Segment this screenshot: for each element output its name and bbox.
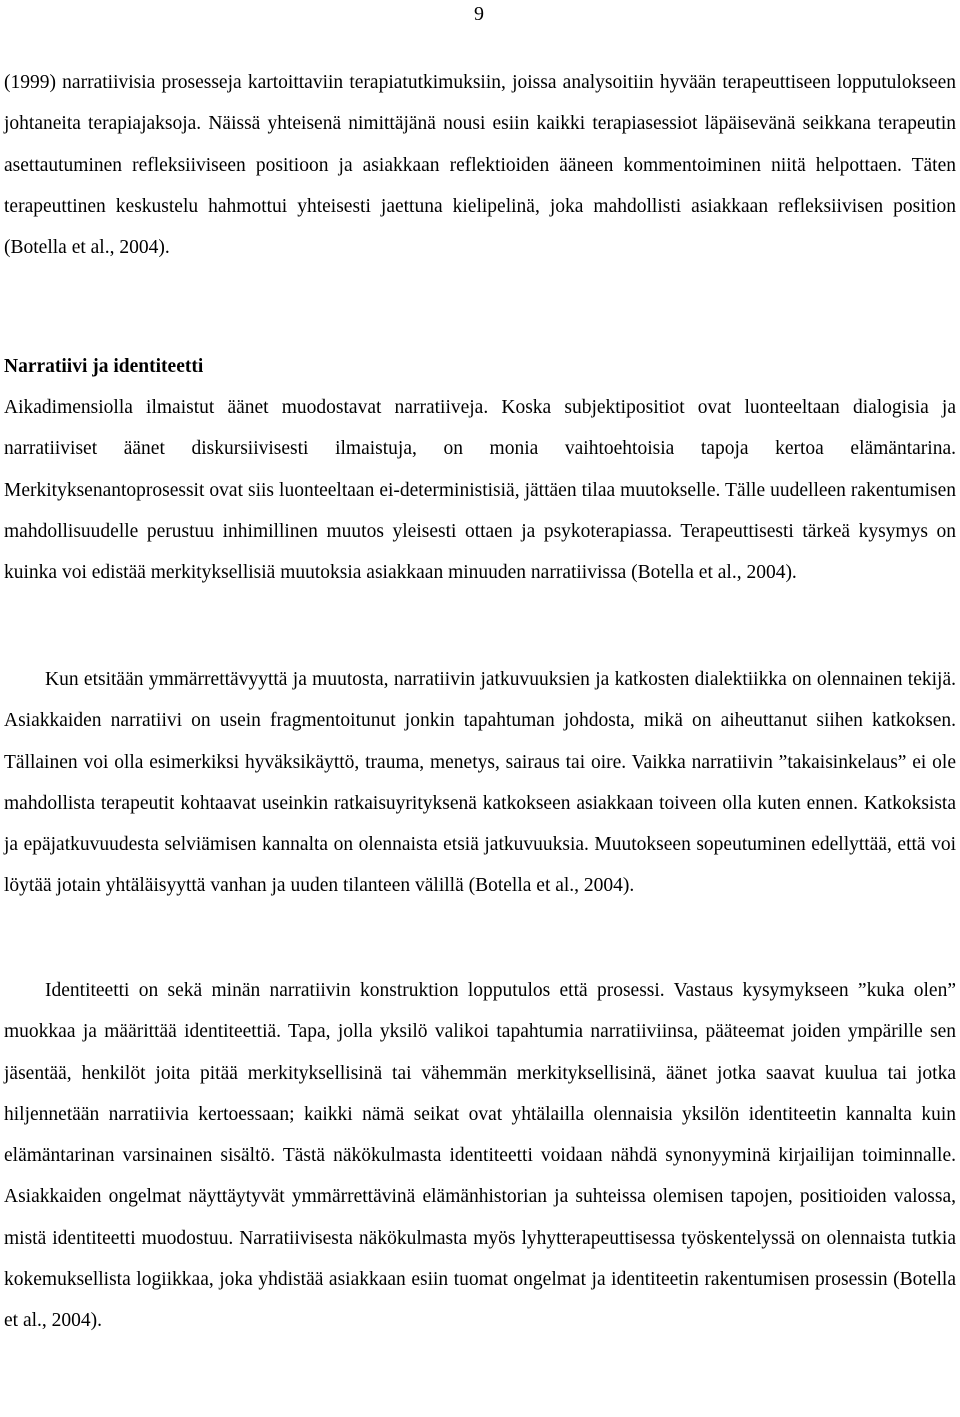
page-number: 9: [474, 3, 484, 25]
section-heading: Narratiivi ja identiteetti: [4, 356, 204, 377]
paragraph-intro: (1999) narratiivisia prosesseja kartoittaviin terapiatutkimuksiin, joissa analysoitiin hyvään terapeuttiseen lopputulokseen johtaneita terapiajaksoja. Näissä yhteisenä nimittäjänä nousi esiin kaikki terapiasessiot läpäisevänä seikkana terapeutin asettautuminen refleksiiviseen positioon ja asiakkaan reflektioiden ääneen kommentoiminen niitä helpottaen. Täten terapeuttinen keskustelu hahmottui yhteisesti jaettuna kielipelinä, joka mahdollisti asiakkaan refleksiivisen position (Botella et al., 2004).: [4, 72, 956, 259]
paragraph-voices: Aikadimensiolla ilmaistut äänet muodostavat narratiiveja. Koska subjektipositiot ovat luonteeltaan dialogisia ja narratiiviset äänet diskursiivisesti ilmaistuja, on monia vaihtoehtoisia tapoja kertoa elämäntarina. Merkityksenantoprosessit ovat siis luonteeltaan ei-deterministisiä, jättäen tilaa muutokselle. Tälle uudelleen rakentumisen mahdollisuudelle perustuu inhimillinen muutos yleisesti ottaen ja psykoterapiassa. Terapeuttisesti tärkeä kysymys on kuinka voi edistää merkityksellisiä muutoksia asiakkaan minuuden narratiivissa (Botella et al., 2004).: [4, 397, 956, 584]
paragraph-identity: Identiteetti on sekä minän narratiivin konstruktion lopputulos että prosessi. Vastaus kysymykseen ”kuka olen” muokkaa ja määrittää identiteettiä. Tapa, jolla yksilö valikoi tapahtumia narratiiviinsa, pääteemat joiden ympärille sen jäsentää, henkilöt joita pitää merkityksellisinä tai vähemmän merkityksellisinä, äänet jotka saavat kuulua tai jotka hiljennetään narratiivia kertoessaan; kaikki nämä seikat ovat yhtälailla olennaisia yksilön identiteetin kannalta kuin elämäntarinan varsinainen sisältö. Tästä näkökulmasta identiteetti voidaan nähdä synonyyminä kirjailijan toiminnalle. Asiakkaiden ongelmat näyttäytyvät ymmärrettävinä elämänhistorian ja suhteissa olemisen tapojen, positioiden valossa, mistä identiteetti muodostuu. Narratiivisesta näkökulmasta myös lyhytterapeuttisessa työskentelyssä on olennaista tutkia kokemuksellista logiikkaa, joka yhdistää asiakkaan esiin tuomat ongelmat ja identiteetin rakentumisen prosessin (Botella et al., 2004).: [4, 980, 956, 1332]
paragraph-continuity: Kun etsitään ymmärrettävyyttä ja muutosta, narratiivin jatkuvuuksien ja katkosten dialektiikka on olennainen tekijä. Asiakkaiden narratiivi on usein fragmentoitunut jonkin tapahtuman johdosta, mikä on aiheuttanut siihen katkoksen. Tällainen voi olla esimerkiksi hyväksikäyttö, trauma, menetys, sairaus tai oire. Vaikka narratiivin ”takaisinkelaus” ei ole mahdollista terapeutit kohtaavat useinkin ratkaisuyrityksenä katkokseen asiakkaan toiveen olla kuten ennen. Katkoksista ja epäjatkuvuudesta selviämisen kannalta on olennaista etsiä jatkuvuuksia. Muutokseen sopeutuminen edellyttää, että voi löytää jotain yhtäläisyyttä vanhan ja uuden tilanteen välillä (Botella et al., 2004).: [4, 669, 956, 897]
